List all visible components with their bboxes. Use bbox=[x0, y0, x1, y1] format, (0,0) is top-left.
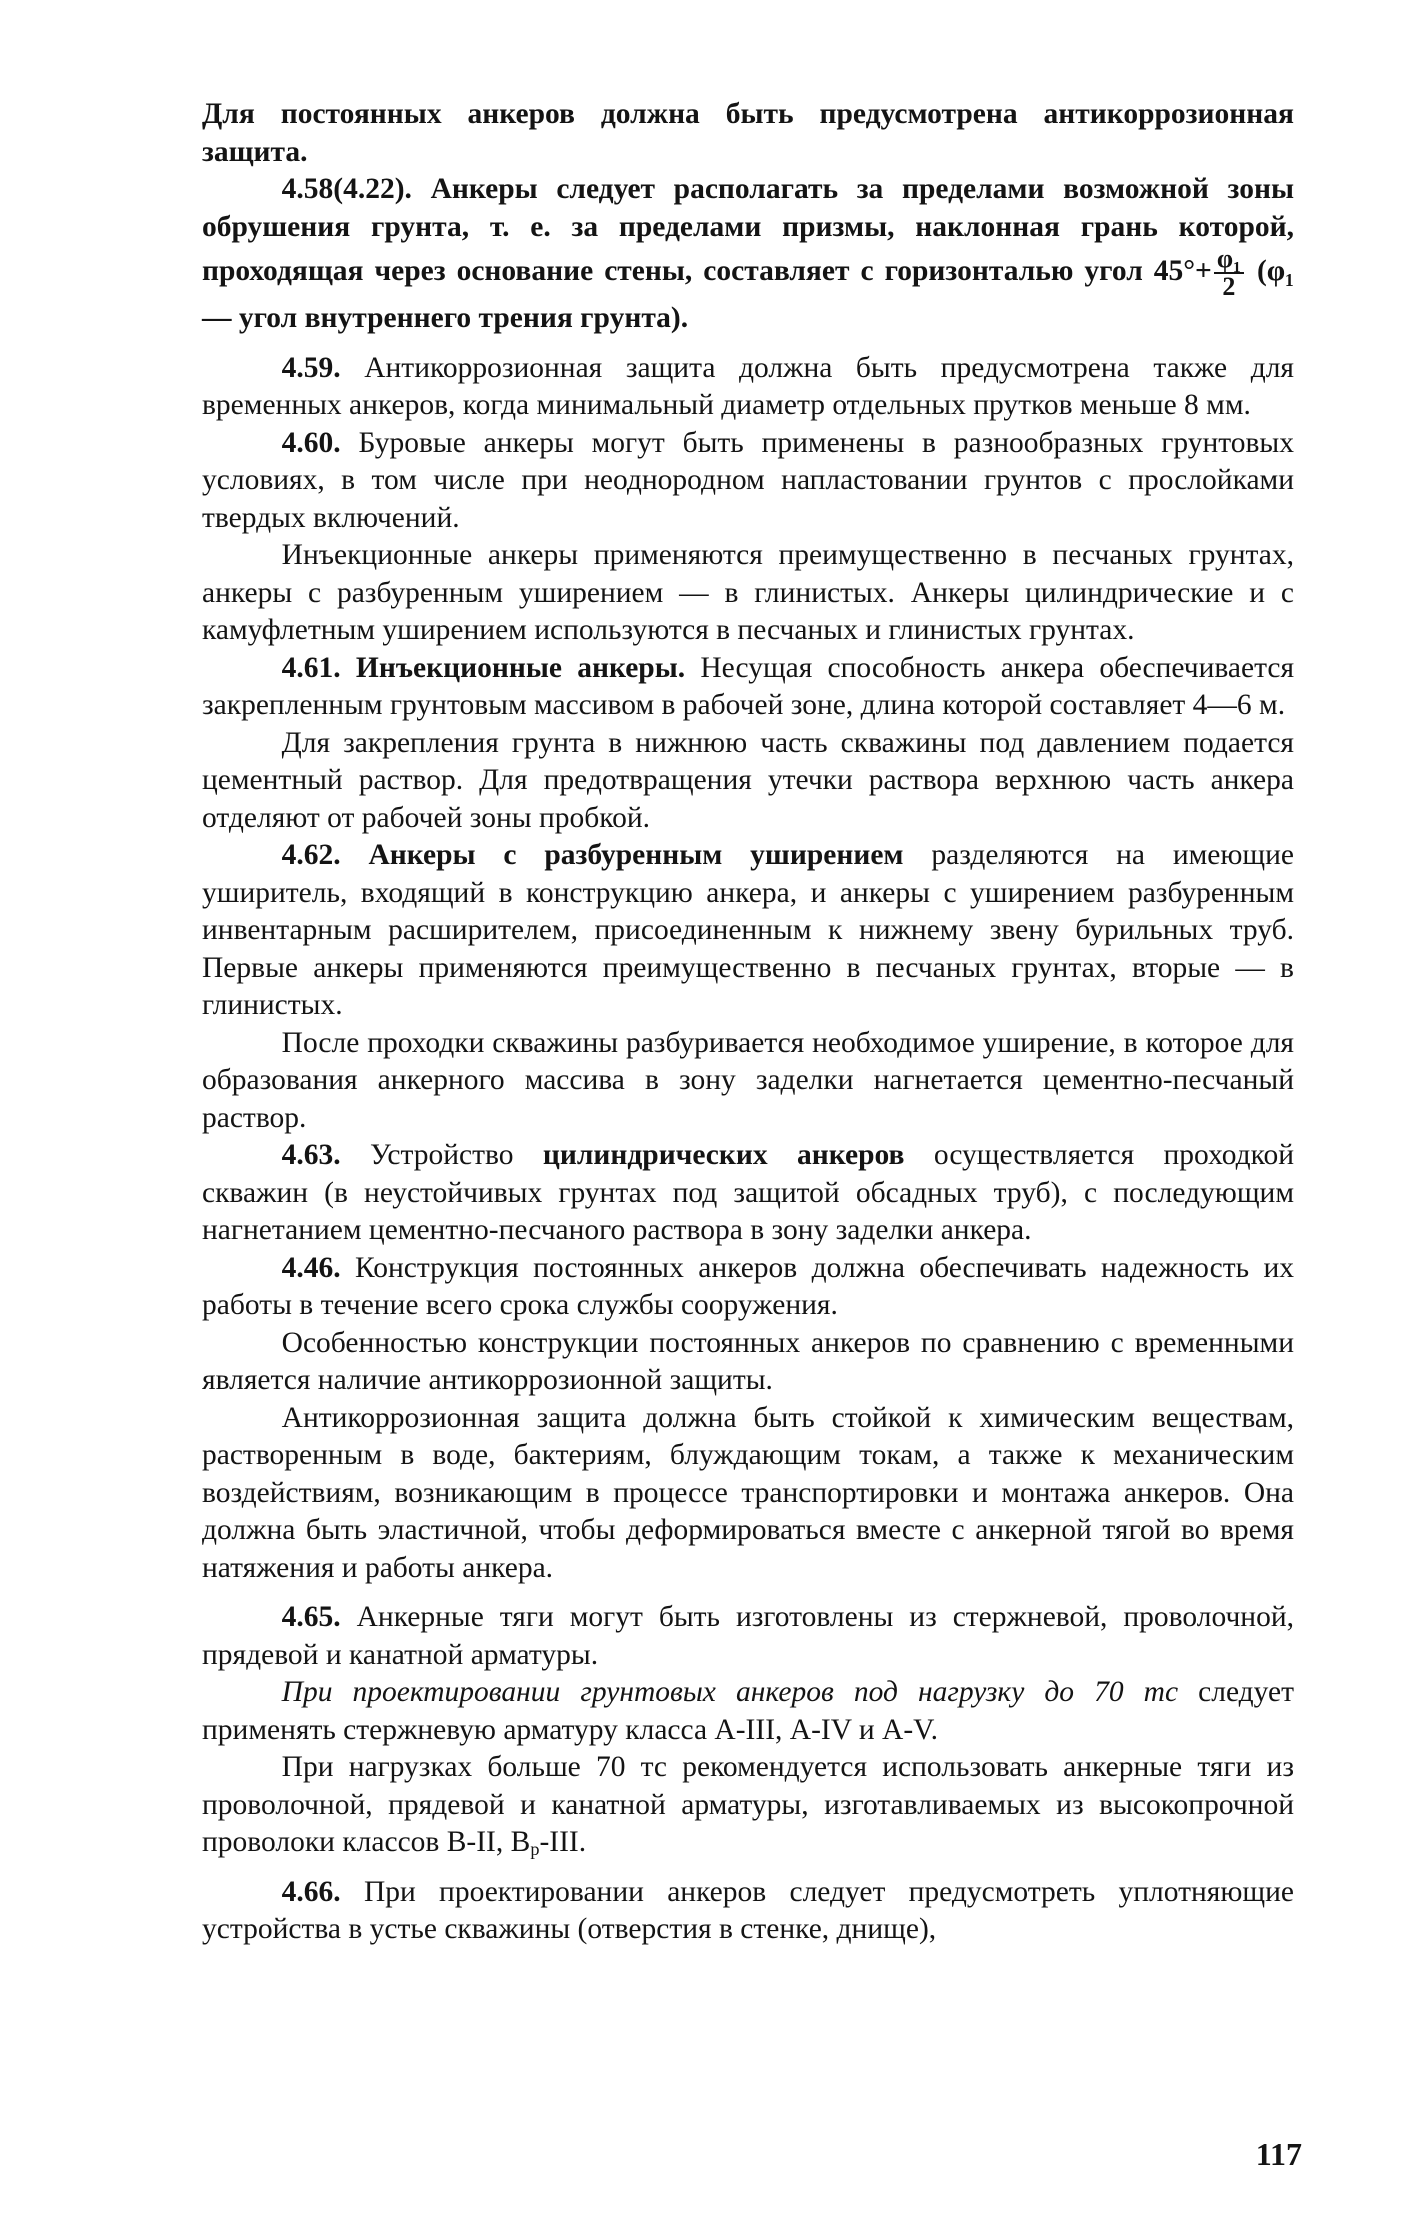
fraction-phi-over-2: $\frac{\text{φ₁}}{2}$ bbox=[1214, 246, 1244, 300]
text-body bbox=[202, 96, 1294, 1949]
clause-title: Анкеры с разбуренным уширением bbox=[368, 839, 904, 871]
paragraph-4-65: 4.65. Анкерные тяги могут быть изготовлены из стержневой, проволочной, прядевой и канатной арматуры. bbox=[202, 1601, 1295, 1671]
page-number: 117 bbox=[1255, 2136, 1302, 2172]
paragraph-4-61: 4.61. Инъекционные анкеры. Несущая способность анкера обеспечивается закрепленным грунтовым массивом в рабочей зоне, длина которой составляет 4—6 м. bbox=[202, 651, 1295, 721]
paragraph-permanent-feature: Особенностью конструкции постоянных анкеров по сравнению с временными является наличие антикоррозионной защиты. bbox=[202, 1326, 1294, 1396]
paragraph-4-60: 4.60. Буровые анкеры могут быть применены в разнообразных грунтовых условиях, в том числе при неоднородном напластовании грунтов с прослойками твердых включений. bbox=[202, 426, 1294, 534]
paragraph-rod-reinforcement: При проектировании грунтовых анкеров под нагрузку до 70 тс следует применять стержневую арматуру класса А-III, А-IV и А-V. bbox=[202, 1676, 1294, 1746]
paragraph-reaming: После проходки скважины разбуривается необходимое уширение, в которое для образования анкерного массива в зону заделки нагнетается цементно-песчаный раствор. bbox=[202, 1026, 1294, 1134]
clause-number: 4.63. bbox=[281, 1139, 341, 1171]
paragraph-corrosion-protection: Для постоянных анкеров должна быть предусмотрена антикоррозионная защита. bbox=[202, 98, 1294, 168]
clause-number: 4.66. bbox=[281, 1875, 341, 1908]
paragraph-4-66: 4.66. При проектировании анкеров следует предусмотреть уплотняющие устройства в устье скважины (отверстия в стенке, днище), bbox=[202, 1875, 1294, 1945]
paragraph-protection-requirements: Антикоррозионная защита должна быть стойкой к химическим веществам, растворенным в воде, бактериям, блуждающим токам, а также к механическим воздействиям, возникающим в процессе транспортировки и монтажа анкеров. Она должна быть эластичной, чтобы деформироваться вместе с анкерной тягой во время натяжения и работы анкера. bbox=[202, 1401, 1294, 1584]
clause-number: 4.61. bbox=[281, 651, 341, 684]
paragraph-injection-usage: Инъекционные анкеры применяются преимущественно в песчаных грунтах, анкеры с разбуренным уширением — в глинистых. Анкеры цилиндрические и с камуфлетным уширением используются в песчаных и глинистых грунтах. bbox=[202, 539, 1294, 646]
paragraph-4-58: 4.58(4.22). Анкеры следует располагать за пределами возможной зоны обрушения грунта, т. е. за пределами призмы, наклонная грань которой, проходящая через основание стены, составляет с горизонталью угол 45°+ $\frac{\text{φ₁}}{2}$ (φ₁ — угол внутреннего трения грунта). bbox=[202, 173, 1295, 334]
clause-number: 4.60. bbox=[281, 426, 341, 459]
clause-title: цилиндрических анкеров bbox=[542, 1139, 905, 1171]
clause-number: 4.62. bbox=[281, 839, 341, 871]
clause-number: 4.59. bbox=[281, 351, 341, 384]
clause-number: 4.58(4.22). bbox=[281, 173, 412, 205]
clause-title: Инъекционные анкеры. bbox=[355, 651, 686, 684]
paragraph-4-46: 4.46. Конструкция постоянных анкеров должна обеспечивать надежность их работы в течение всего срока службы сооружения. bbox=[202, 1251, 1294, 1321]
paragraph-grout-injection: Для закрепления грунта в нижнюю часть скважины под давлением подается цементный раствор. Для предотвращения утечки раствора верхнюю часть анкера отделяют от рабочей зоны пробкой. bbox=[202, 726, 1294, 834]
clause-number: 4.65. bbox=[281, 1601, 341, 1633]
clause-number: 4.46. bbox=[281, 1251, 341, 1284]
paragraph-4-62: 4.62. Анкеры с разбуренным уширением разделяются на имеющие уширитель, входящий в конструкцию анкера, и анкеры с уширением разбуренным инвентарным расширителем, присоединенным к нижнему звену бурильных труб. Первые анкеры применяются преимущественно в песчаных грунтах, вторые — в глинистых. bbox=[202, 839, 1295, 1021]
paragraph-4-59: 4.59. Антикоррозионная защита должна быть предусмотрена также для временных анкеров, когда минимальный диаметр отдельных прутков меньше 8 мм. bbox=[202, 351, 1294, 421]
paragraph-4-63: 4.63. Устройство цилиндрических анкеров осуществляется проходкой скважин (в неустойчивых грунтах под защитой обсадных труб), с последующим нагнетанием цементно-песчаного раствора в зону заделки анкера. bbox=[202, 1139, 1294, 1246]
paragraph-wire-reinforcement: При нагрузках больше 70 тс рекомендуется использовать анкерные тяги из проволочной, прядевой и канатной арматуры, изготавливаемых из высокопрочной проволоки классов В-II, $В_р$-III. bbox=[202, 1751, 1294, 1860]
